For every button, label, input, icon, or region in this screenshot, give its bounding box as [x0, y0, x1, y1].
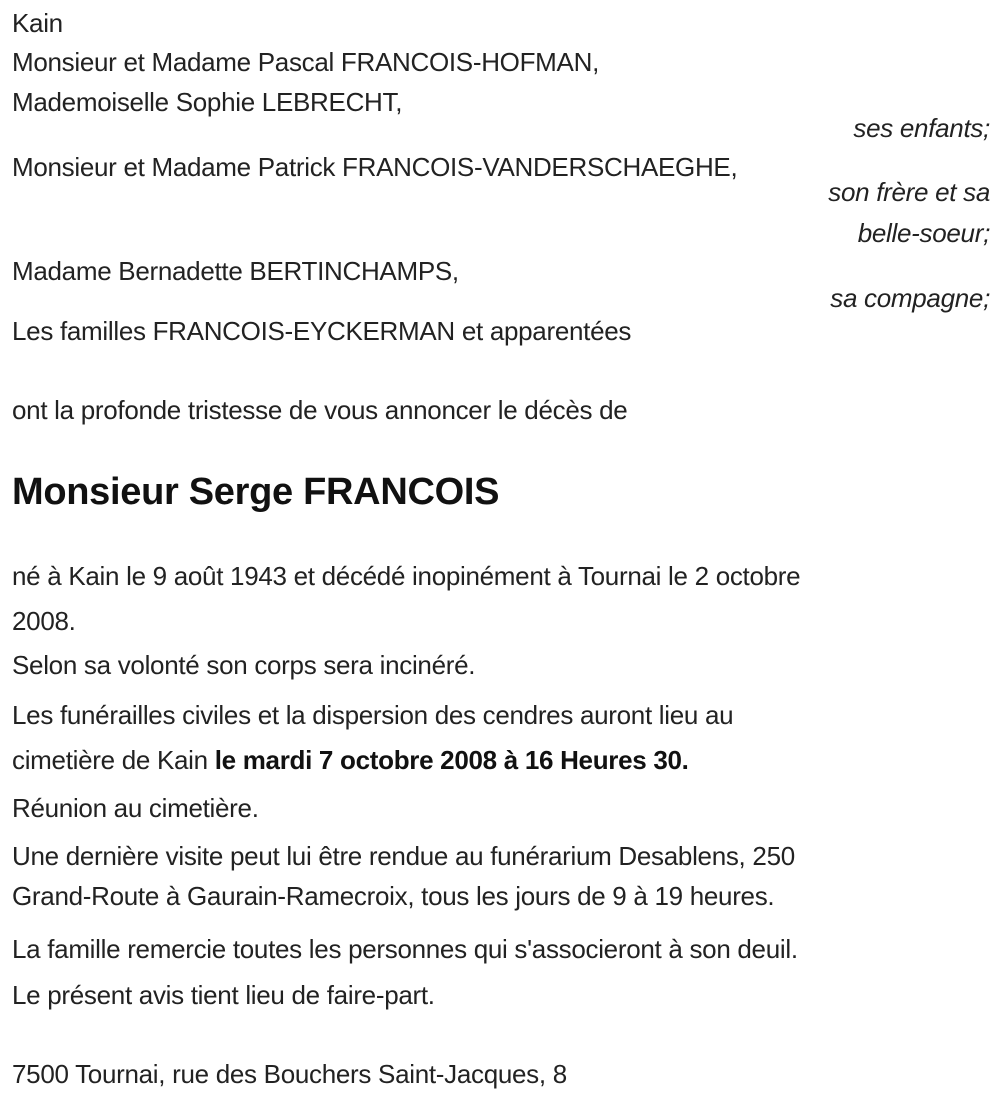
deceased-name-heading: Monsieur Serge FRANCOIS: [12, 471, 500, 513]
relatives-families-line: Les familles FRANCOIS-EYCKERMAN et apparentées: [12, 316, 632, 346]
funeral-date-time: le mardi 7 octobre 2008 à 16 Heures 30.: [214, 745, 689, 775]
visit-line1: Une dernière visite peut lui être rendue au funérarium Desablens, 250: [12, 841, 795, 871]
meeting-line: Réunion au cimetière.: [12, 793, 259, 823]
funeral-line2: [12, 744, 990, 776]
birth-death-line1: né à Kain le 9 août 1943 et décédé inopinément à Tournai le 2 octobre: [12, 561, 801, 591]
relatives-children-line1: Monsieur et Madame Pascal FRANCOIS-HOFMAN,: [12, 47, 599, 77]
visit-line2: Grand-Route à Gaurain-Ramecroix, tous les jours de 9 à 19 heures.: [12, 881, 775, 911]
address-line: 7500 Tournai, rue des Bouchers Saint-Jacques, 8: [12, 1059, 567, 1089]
relatives-brother-line: Monsieur et Madame Patrick FRANCOIS-VANDERSCHAEGHE,: [12, 152, 738, 182]
thanks-line: La famille remercie toutes les personnes qui s'associeront à son deuil.: [12, 934, 798, 964]
relation-partner: sa compagne;: [830, 283, 990, 313]
city-line: Kain: [12, 8, 63, 38]
relatives-partner-line: Madame Bernadette BERTINCHAMPS,: [12, 256, 459, 286]
funeral-line2-prefix: cimetière de Kain: [12, 745, 215, 775]
relation-brother-part2: belle-soeur;: [857, 218, 990, 248]
birth-death-line2: 2008.: [12, 606, 76, 636]
cremation-line: Selon sa volonté son corps sera incinéré.: [12, 650, 476, 680]
relatives-children-line2: Mademoiselle Sophie LEBRECHT,: [12, 87, 403, 117]
announcement-line: ont la profonde tristesse de vous annoncer le décès de: [12, 395, 628, 425]
relation-brother-part1: son frère et sa: [828, 177, 990, 207]
farewell-notice-line: Le présent avis tient lieu de faire-part.: [12, 980, 435, 1010]
relation-children: ses enfants;: [853, 113, 990, 143]
funeral-line1: Les funérailles civiles et la dispersion des cendres auront lieu au: [12, 700, 734, 730]
